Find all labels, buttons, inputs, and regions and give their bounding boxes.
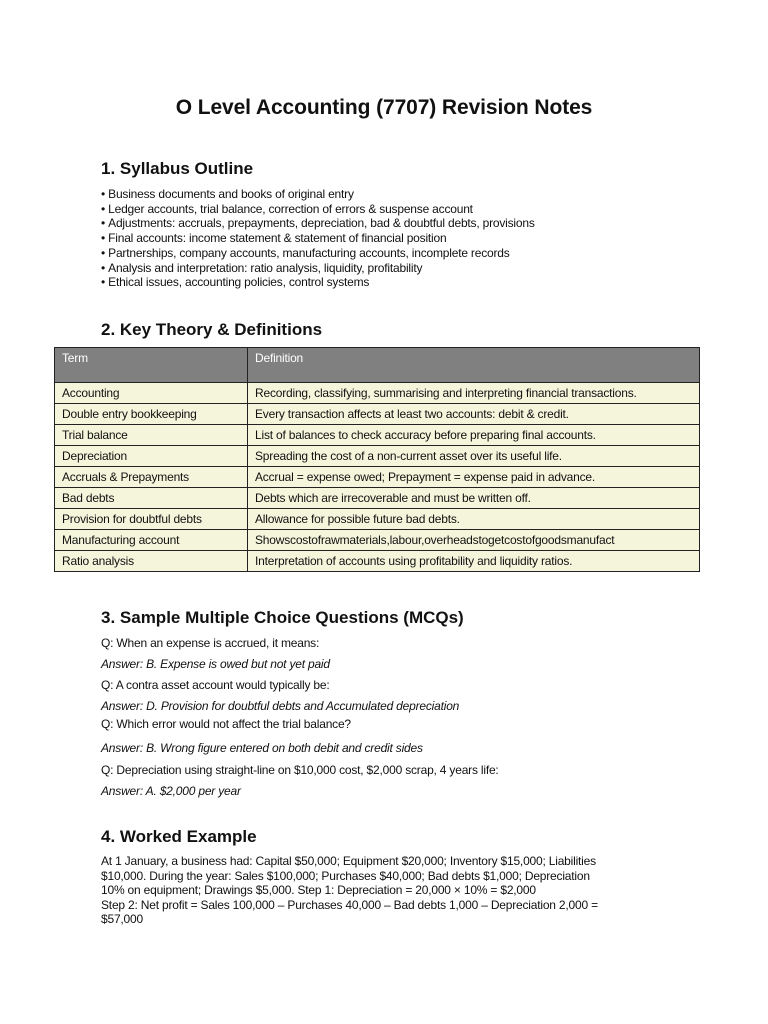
section-heading-worked-example: 4. Worked Example	[101, 827, 257, 846]
definition-cell: Allowance for possible future bad debts.	[248, 509, 700, 530]
worked-example-line: At 1 January, a business had: Capital $50,000; Equipment $20,000; Inventory $15,000; Liabilities $10,000. During the year: Sales $100,000; Purchases $40,000; Bad debts $1,000; Depreciation 10% on equipment; Drawings $5,000. Step 1: Depreciation = 20,000 × 10% = $2,000	[101, 854, 596, 898]
definition-cell: Every transaction affects at least two accounts: debit & credit.	[248, 404, 700, 425]
mcq-answer: Answer: D. Provision for doubtful debts and Accumulated depreciation	[101, 699, 460, 713]
table-row	[55, 383, 700, 404]
table-row	[55, 404, 700, 425]
term-cell: Trial balance	[55, 425, 248, 446]
list-item: • Adjustments: accruals, prepayments, depreciation, bad & doubtful debts, provisions	[101, 216, 535, 231]
list-item: • Final accounts: income statement & statement of financial position	[101, 231, 535, 246]
table-row	[55, 509, 700, 530]
mcq-answer: Answer: B. Wrong figure entered on both debit and credit sides	[101, 741, 423, 755]
list-item: • Analysis and interpretation: ratio analysis, liquidity, profitability	[101, 261, 535, 276]
mcq-question: Q: When an expense is accrued, it means:	[101, 636, 320, 650]
term-cell: Provision for doubtful debts	[55, 509, 248, 530]
term-cell: Double entry bookkeeping	[55, 404, 248, 425]
definition-cell: Recording, classifying, summarising and interpreting financial transactions.	[248, 383, 700, 404]
list-item: • Ethical issues, accounting policies, control systems	[101, 275, 535, 290]
column-header-definition: Definition	[248, 348, 700, 383]
column-header-term: Term	[55, 348, 248, 383]
table-row	[55, 425, 700, 446]
table-row	[55, 467, 700, 488]
mcq-answer: Answer: A. $2,000 per year	[101, 784, 241, 798]
definition-cell: Showscostofrawmaterials,labour,overheadstogetcostofgoodsmanufact	[248, 530, 700, 551]
table-row	[55, 551, 700, 572]
definition-cell: Debts which are irrecoverable and must be written off.	[248, 488, 700, 509]
definition-cell: Accrual = expense owed; Prepayment = expense paid in advance.	[248, 467, 700, 488]
mcq-question: Q: Which error would not affect the trial balance?	[101, 717, 351, 731]
syllabus-list	[101, 187, 535, 290]
section-heading-syllabus: 1. Syllabus Outline	[101, 159, 254, 178]
term-cell: Accounting	[55, 383, 248, 404]
section-heading-definitions: 2. Key Theory & Definitions	[101, 320, 323, 339]
term-cell: Depreciation	[55, 446, 248, 467]
mcq-answer: Answer: B. Expense is owed but not yet paid	[101, 657, 330, 671]
list-item: • Business documents and books of original entry	[101, 187, 535, 202]
mcq-question: Q: Depreciation using straight-line on $10,000 cost, $2,000 scrap, 4 years life:	[101, 763, 499, 777]
term-cell: Manufacturing account	[55, 530, 248, 551]
table-row	[55, 488, 700, 509]
table-header-row	[55, 348, 700, 383]
mcq-question: Q: A contra asset account would typically be:	[101, 678, 330, 692]
section-heading-mcqs: 3. Sample Multiple Choice Questions (MCQs)	[101, 608, 464, 627]
term-cell: Ratio analysis	[55, 551, 248, 572]
term-cell: Accruals & Prepayments	[55, 467, 248, 488]
mcq-list	[101, 636, 499, 805]
table-row	[55, 446, 700, 467]
table-row	[55, 530, 700, 551]
worked-example-line: Step 2: Net profit = Sales 100,000 – Purchases 40,000 – Bad debts 1,000 – Depreciation 2,000 = $57,000	[101, 897, 598, 927]
definition-cell: Interpretation of accounts using profitability and liquidity ratios.	[248, 551, 700, 572]
page-title: O Level Accounting (7707) Revision Notes	[175, 96, 593, 119]
worked-example-text	[101, 854, 601, 927]
definition-cell: Spreading the cost of a non-current asset over its useful life.	[248, 446, 700, 467]
definitions-table	[54, 347, 700, 572]
definition-cell: List of balances to check accuracy before preparing final accounts.	[248, 425, 700, 446]
list-item: • Partnerships, company accounts, manufacturing accounts, incomplete records	[101, 246, 535, 261]
list-item: • Ledger accounts, trial balance, correction of errors & suspense account	[101, 202, 535, 217]
term-cell: Bad debts	[55, 488, 248, 509]
